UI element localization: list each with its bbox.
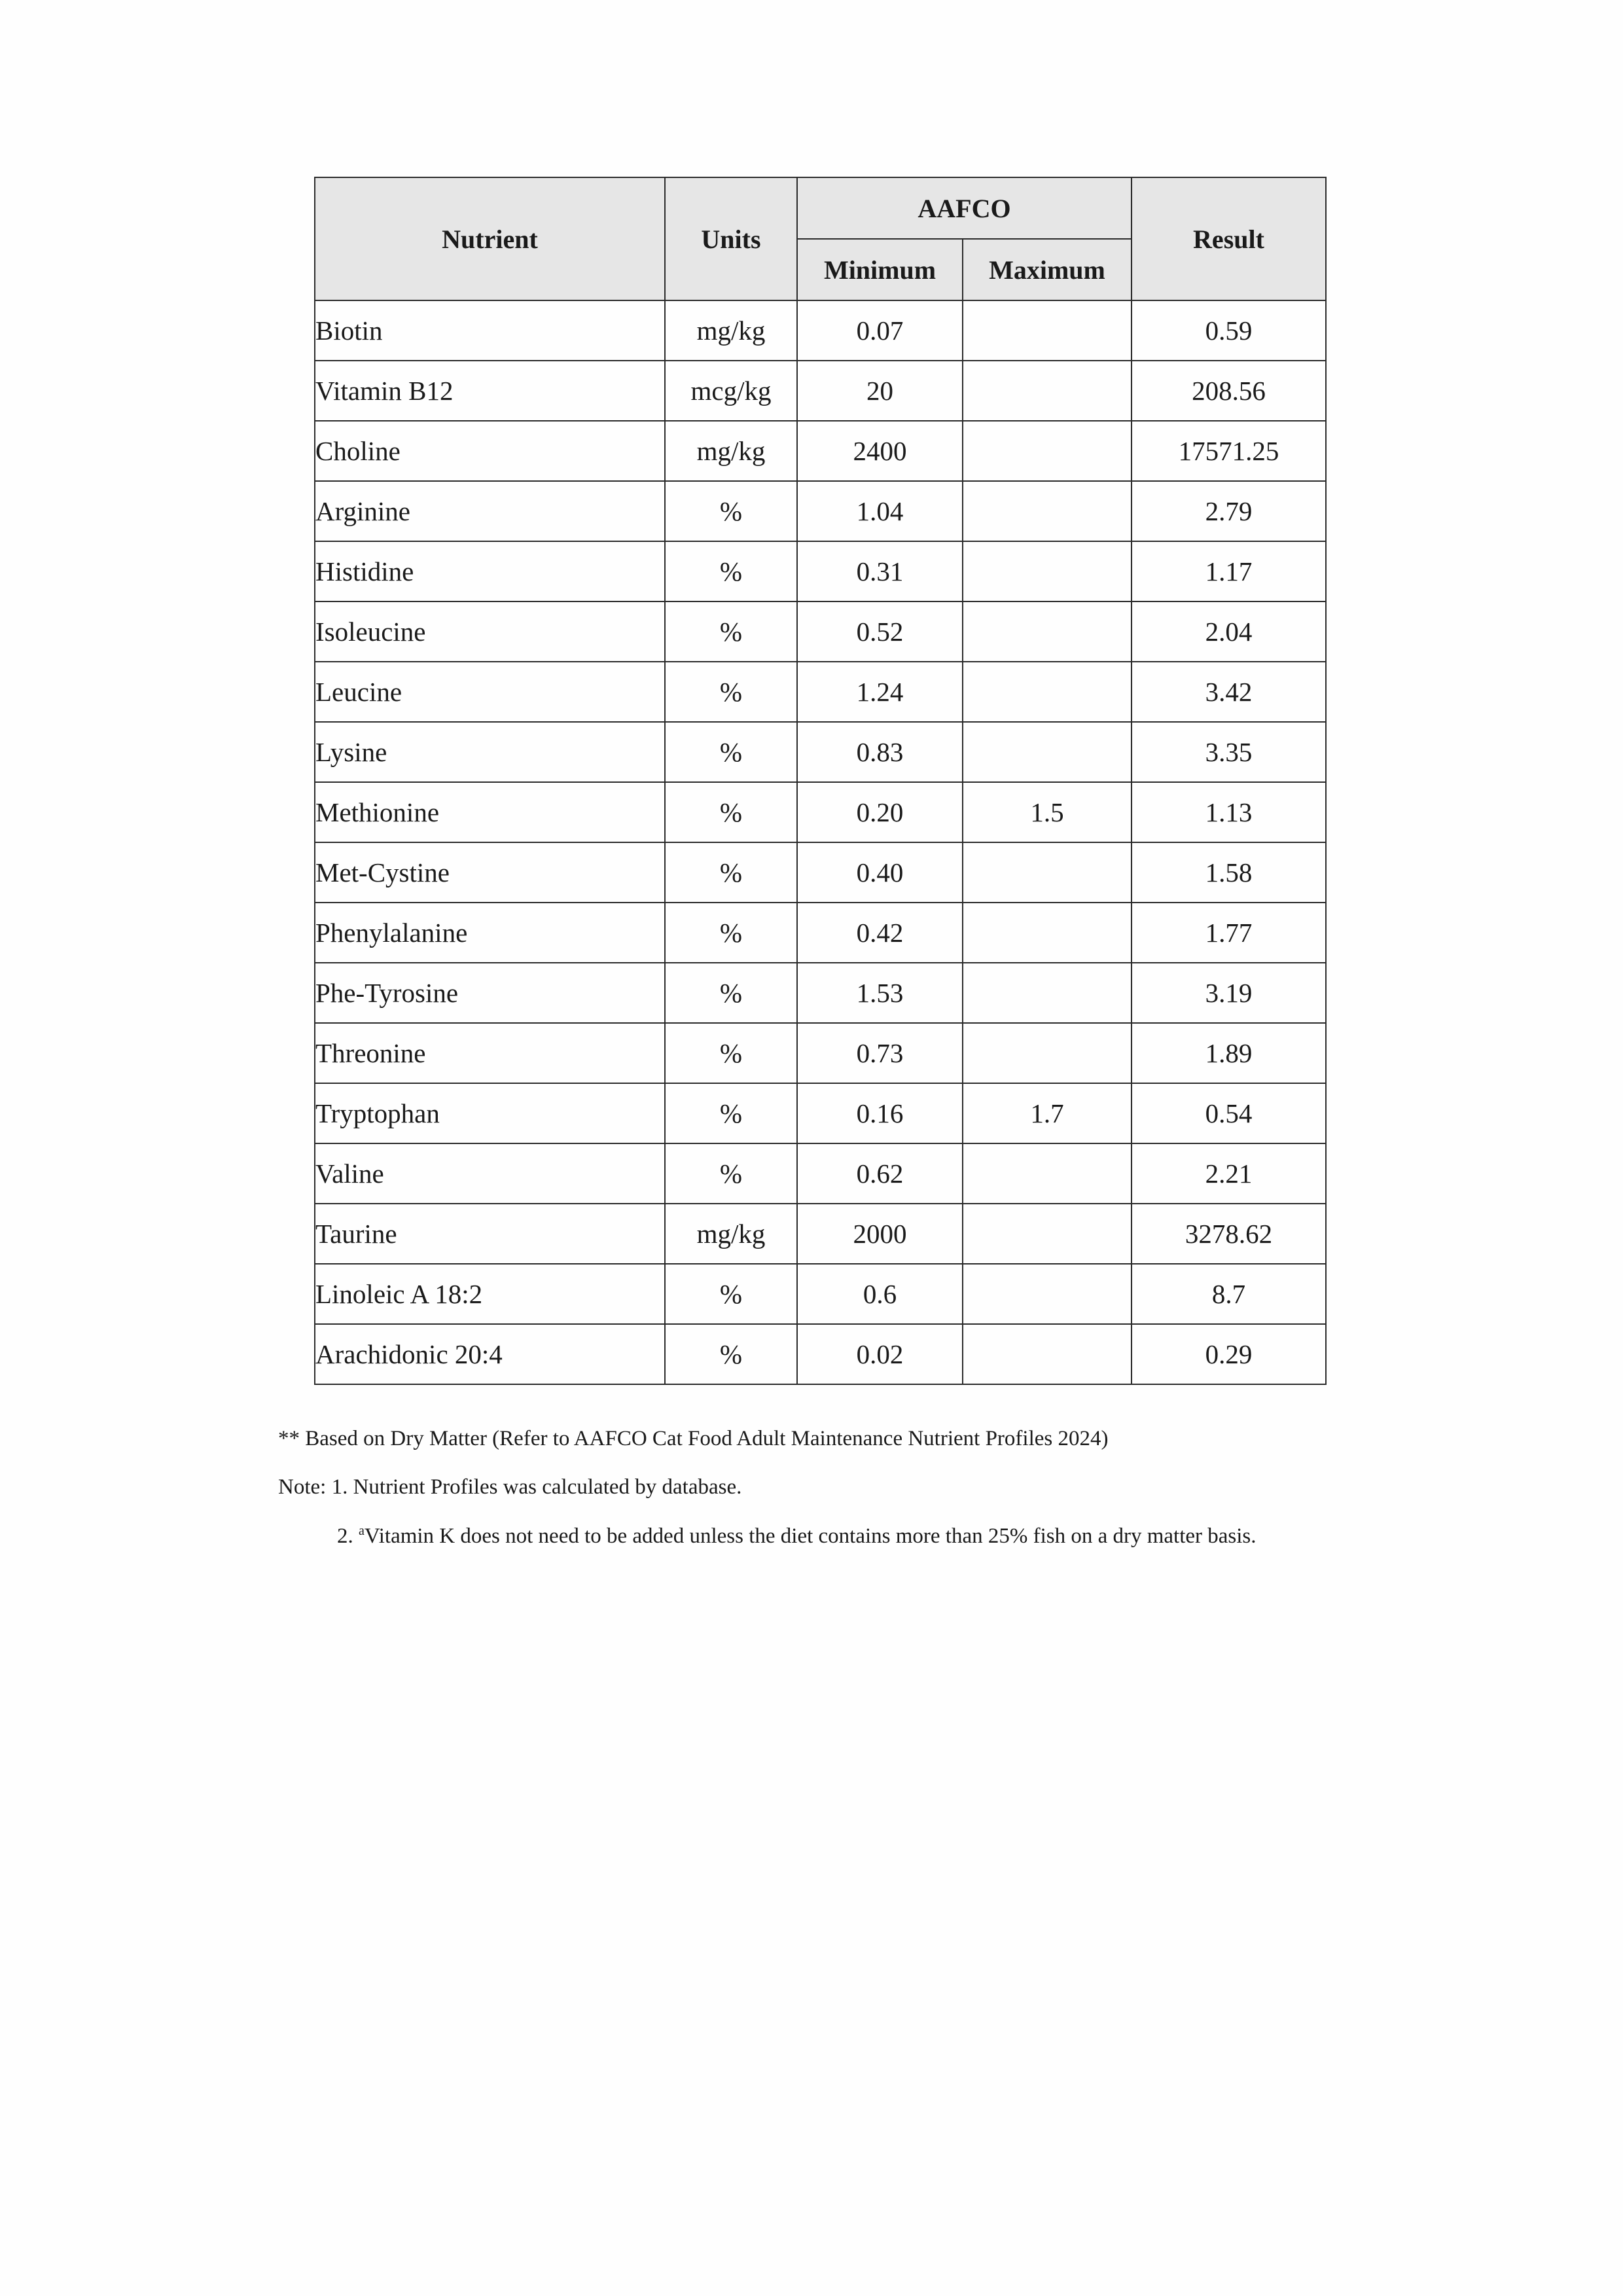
cell-units: %: [665, 541, 797, 601]
cell-nutrient: Linoleic A 18:2: [315, 1264, 665, 1324]
cell-result: 0.54: [1132, 1083, 1326, 1143]
cell-maximum: [963, 1143, 1132, 1204]
cell-result: 1.13: [1132, 782, 1326, 842]
cell-nutrient: Leucine: [315, 662, 665, 722]
cell-minimum: 0.6: [797, 1264, 963, 1324]
cell-nutrient: Choline: [315, 421, 665, 481]
table-row: [315, 1143, 1326, 1204]
table-row: [315, 903, 1326, 963]
cell-minimum: 0.83: [797, 722, 963, 782]
table-row: [315, 842, 1326, 903]
cell-units: mg/kg: [665, 1204, 797, 1264]
cell-result: 8.7: [1132, 1264, 1326, 1324]
cell-result: 3.19: [1132, 963, 1326, 1023]
cell-maximum: [963, 601, 1132, 662]
cell-units: %: [665, 481, 797, 541]
table-row: [315, 1324, 1326, 1384]
header-aafco: AAFCO: [797, 177, 1132, 239]
cell-result: 1.17: [1132, 541, 1326, 601]
cell-nutrient: Valine: [315, 1143, 665, 1204]
note-2-text: Vitamin K does not need to be added unless the diet contains more than 25% fish on a dry matter basis.: [364, 1524, 1257, 1548]
cell-nutrient: Biotin: [315, 300, 665, 361]
cell-maximum: [963, 1204, 1132, 1264]
cell-units: mg/kg: [665, 421, 797, 481]
cell-minimum: 1.04: [797, 481, 963, 541]
cell-nutrient: Tryptophan: [315, 1083, 665, 1143]
header-maximum: Maximum: [963, 239, 1132, 300]
note-2: [337, 1524, 1257, 1549]
table-row: [315, 1083, 1326, 1143]
cell-minimum: 2000: [797, 1204, 963, 1264]
cell-maximum: [963, 1264, 1132, 1324]
table-row: [315, 1023, 1326, 1083]
note-2-prefix: 2.: [337, 1524, 359, 1548]
cell-minimum: 0.73: [797, 1023, 963, 1083]
cell-units: %: [665, 1324, 797, 1384]
table-row: [315, 963, 1326, 1023]
cell-maximum: [963, 903, 1132, 963]
table-row: [315, 300, 1326, 361]
table-row: [315, 1264, 1326, 1324]
cell-minimum: 0.31: [797, 541, 963, 601]
table-row: [315, 541, 1326, 601]
cell-maximum: [963, 1023, 1132, 1083]
cell-nutrient: Vitamin B12: [315, 361, 665, 421]
header-nutrient: Nutrient: [315, 177, 665, 300]
cell-maximum: [963, 963, 1132, 1023]
cell-maximum: [963, 481, 1132, 541]
cell-maximum: [963, 662, 1132, 722]
cell-units: %: [665, 601, 797, 662]
cell-result: 3.42: [1132, 662, 1326, 722]
cell-units: %: [665, 963, 797, 1023]
cell-minimum: 2400: [797, 421, 963, 481]
cell-minimum: 0.42: [797, 903, 963, 963]
note-2-superscript: a: [359, 1524, 365, 1538]
table-body: [315, 300, 1326, 1384]
cell-units: mg/kg: [665, 300, 797, 361]
header-units: Units: [665, 177, 797, 300]
cell-result: 0.59: [1132, 300, 1326, 361]
cell-nutrient: Arachidonic 20:4: [315, 1324, 665, 1384]
cell-nutrient: Taurine: [315, 1204, 665, 1264]
cell-nutrient: Methionine: [315, 782, 665, 842]
cell-units: %: [665, 722, 797, 782]
cell-nutrient: Phenylalanine: [315, 903, 665, 963]
cell-result: 1.77: [1132, 903, 1326, 963]
cell-result: 3278.62: [1132, 1204, 1326, 1264]
table-row: [315, 361, 1326, 421]
cell-units: %: [665, 782, 797, 842]
cell-maximum: [963, 722, 1132, 782]
cell-minimum: 20: [797, 361, 963, 421]
cell-result: 3.35: [1132, 722, 1326, 782]
cell-result: 1.58: [1132, 842, 1326, 903]
cell-result: 0.29: [1132, 1324, 1326, 1384]
cell-minimum: 0.20: [797, 782, 963, 842]
cell-units: %: [665, 903, 797, 963]
cell-nutrient: Threonine: [315, 1023, 665, 1083]
table-row: [315, 782, 1326, 842]
table-row: [315, 662, 1326, 722]
cell-units: %: [665, 1143, 797, 1204]
cell-minimum: 1.24: [797, 662, 963, 722]
table-row: [315, 601, 1326, 662]
cell-maximum: [963, 300, 1132, 361]
cell-units: %: [665, 662, 797, 722]
dry-matter-note: ** Based on Dry Matter (Refer to AAFCO Cat Food Adult Maintenance Nutrient Profiles 2024): [278, 1427, 1109, 1450]
cell-result: 2.79: [1132, 481, 1326, 541]
table-header-row: [315, 177, 1326, 239]
cell-nutrient: Histidine: [315, 541, 665, 601]
cell-result: 2.04: [1132, 601, 1326, 662]
cell-maximum: [963, 842, 1132, 903]
cell-result: 17571.25: [1132, 421, 1326, 481]
cell-nutrient: Lysine: [315, 722, 665, 782]
note-1: Note: 1. Nutrient Profiles was calculated by database.: [278, 1475, 742, 1499]
cell-maximum: [963, 421, 1132, 481]
cell-maximum: 1.7: [963, 1083, 1132, 1143]
table-row: [315, 722, 1326, 782]
table-row: [315, 421, 1326, 481]
cell-minimum: 0.52: [797, 601, 963, 662]
cell-minimum: 0.07: [797, 300, 963, 361]
cell-nutrient: Met-Cystine: [315, 842, 665, 903]
cell-maximum: [963, 541, 1132, 601]
cell-nutrient: Arginine: [315, 481, 665, 541]
cell-units: %: [665, 1264, 797, 1324]
cell-units: mcg/kg: [665, 361, 797, 421]
cell-minimum: 0.40: [797, 842, 963, 903]
cell-units: %: [665, 1083, 797, 1143]
table-row: [315, 1204, 1326, 1264]
cell-result: 208.56: [1132, 361, 1326, 421]
cell-minimum: 0.16: [797, 1083, 963, 1143]
nutrient-profile-table: [314, 177, 1327, 1385]
cell-maximum: [963, 361, 1132, 421]
cell-minimum: 0.62: [797, 1143, 963, 1204]
cell-minimum: 1.53: [797, 963, 963, 1023]
cell-minimum: 0.02: [797, 1324, 963, 1384]
cell-maximum: 1.5: [963, 782, 1132, 842]
cell-units: %: [665, 1023, 797, 1083]
cell-maximum: [963, 1324, 1132, 1384]
cell-nutrient: Isoleucine: [315, 601, 665, 662]
header-result: Result: [1132, 177, 1326, 300]
table-row: [315, 481, 1326, 541]
cell-nutrient: Phe-Tyrosine: [315, 963, 665, 1023]
header-minimum: Minimum: [797, 239, 963, 300]
cell-units: %: [665, 842, 797, 903]
cell-result: 2.21: [1132, 1143, 1326, 1204]
cell-result: 1.89: [1132, 1023, 1326, 1083]
